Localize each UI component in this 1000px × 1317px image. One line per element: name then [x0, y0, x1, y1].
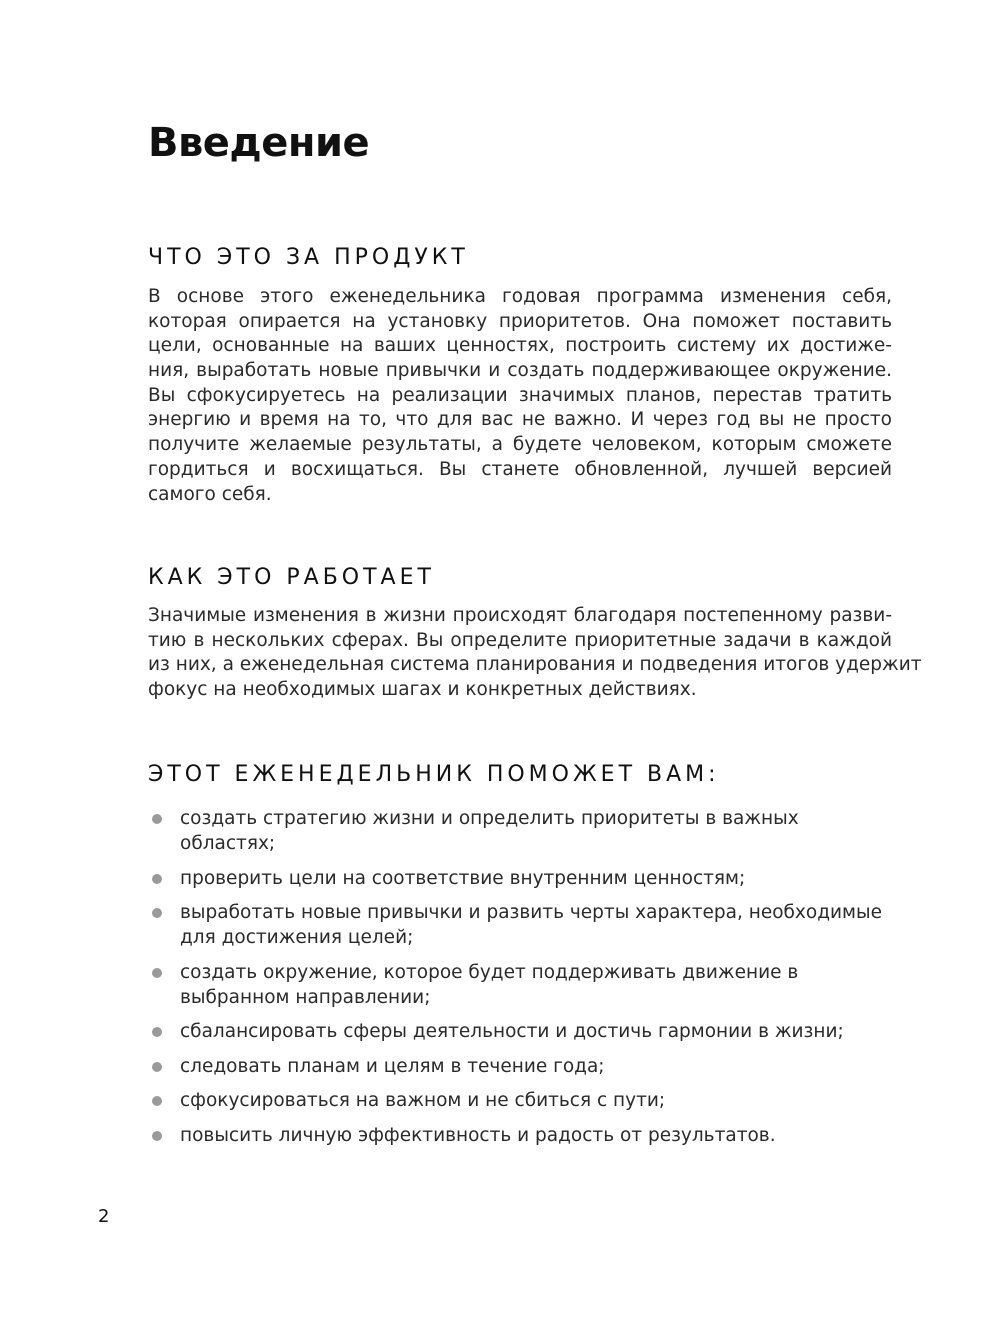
section-heading-what-is-it: ЧТО ЭТО ЗА ПРОДУКТ — [148, 245, 469, 270]
text-line: получите желаемые результаты, а будете человеком, которым сможете — [148, 434, 892, 456]
list-item — [148, 866, 898, 891]
page-number: 2 — [98, 1206, 110, 1227]
list-item-text: проверить цели на соответствие внутренним ценностям; — [180, 867, 746, 889]
list-item-text: следовать планам и целям в течение года; — [180, 1055, 605, 1077]
benefits-list — [148, 806, 898, 1157]
text-line: тию в нескольких сферах. Вы определите приоритетные задачи в каждой — [148, 629, 892, 651]
page-title: Введение — [148, 120, 370, 166]
list-item — [148, 1088, 898, 1113]
bullet-icon — [152, 908, 162, 918]
text-line: В основе этого еженедельника годовая программа изменения себя, — [148, 286, 892, 307]
list-item-text: выработать новые привычки и развить черты характера, необходимые для достижения целей; — [180, 902, 882, 948]
paragraph-how-it-works — [148, 604, 922, 703]
text-line: которая опирается на установку приоритетов. Она поможет поставить — [148, 310, 892, 332]
text-line: фокус на необходимых шагах и конкретных действиях. — [148, 679, 697, 701]
list-item-text: сбалансировать сферы деятельности и достичь гармонии в жизни; — [180, 1021, 844, 1042]
list-item-text: создать стратегию жизни и определить приоритеты в важных областях; — [180, 808, 799, 854]
text-line: ния, выработать новые привычки и создать поддерживающее окружение. — [148, 360, 892, 382]
text-line: Вы сфокусируетесь на реализации значимых планов, перестав тратить — [148, 384, 892, 406]
list-item — [148, 1123, 898, 1148]
bullet-icon — [152, 968, 162, 978]
list-item — [148, 806, 898, 856]
section-heading-benefits: ЭТОТ ЕЖЕНЕДЕЛЬНИК ПОМОЖЕТ ВАМ: — [148, 762, 720, 787]
text-line: из них, а еженедельная система планирования и подведения итогов удержит — [148, 654, 922, 676]
list-item — [148, 900, 898, 950]
paragraph-what-is-it — [148, 285, 892, 507]
bullet-icon — [152, 1062, 162, 1072]
text-line: Значимые изменения в жизни происходят благодаря постепенному разви- — [148, 605, 892, 626]
text-line: гордиться и восхищаться. Вы станете обновленной, лучшей версией — [148, 458, 892, 480]
section-heading-how-it-works: КАК ЭТО РАБОТАЕТ — [148, 565, 435, 590]
list-item-text: создать окружение, которое будет поддерживать движение в выбранном направлении; — [180, 961, 799, 1008]
text-line: цели, основанные на ваших ценностях, построить систему их достиже- — [148, 335, 892, 357]
list-item-text: сфокусироваться на важном и не сбиться с пути; — [180, 1090, 666, 1111]
bullet-icon — [152, 874, 162, 884]
list-item — [148, 1019, 898, 1044]
text-line: самого себя. — [148, 483, 272, 505]
list-item-text: повысить личную эффективность и радость от результатов. — [180, 1124, 776, 1146]
list-item — [148, 960, 898, 1010]
text-line: энергию и время на то, что для вас не важно. И через год вы не просто — [148, 409, 892, 431]
bullet-icon — [152, 814, 162, 824]
list-item — [148, 1054, 898, 1079]
bullet-icon — [152, 1131, 162, 1141]
bullet-icon — [152, 1096, 162, 1106]
bullet-icon — [152, 1027, 162, 1037]
